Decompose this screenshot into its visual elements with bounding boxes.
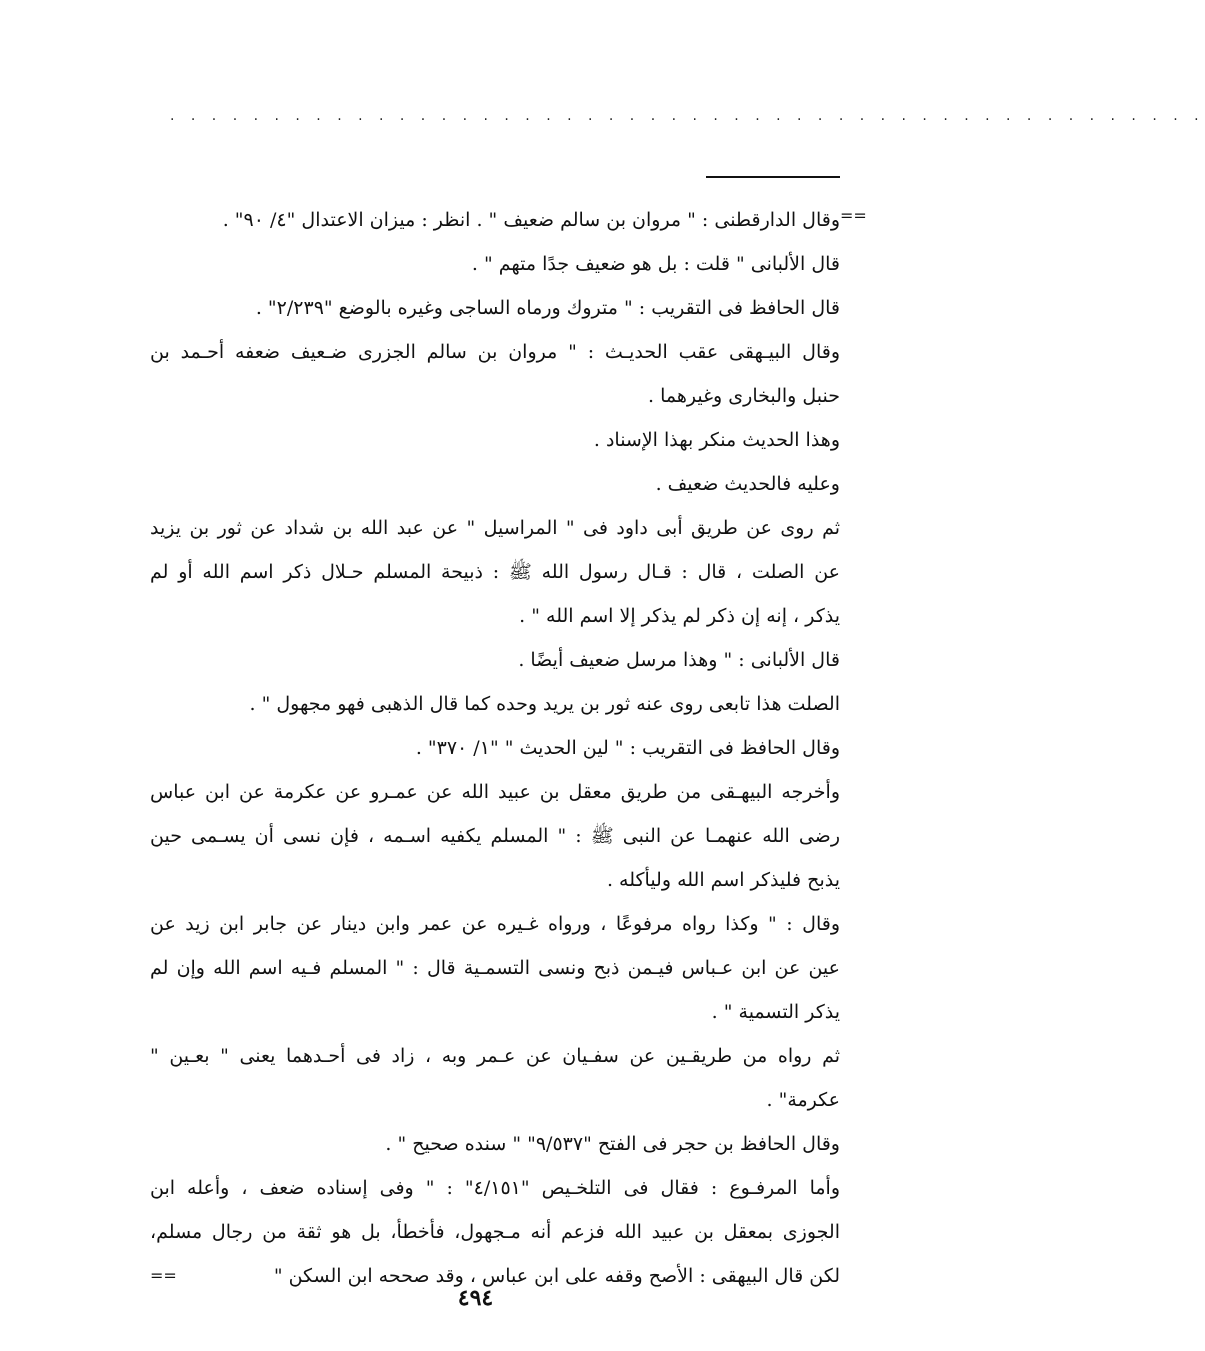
text-line: وأما المرفـوع : فقال فى التلخـيص "٤/١٥١" : " وفى إسناده ضعف ، وأعله ابن: [150, 1177, 841, 1199]
footnote-rule: [706, 176, 840, 178]
text-line: وقال الحافظ بن حجر فى الفتح "٩/٥٣٧" " سنده صحيح " .: [385, 1133, 840, 1155]
text-line: حنبل والبخارى وغيرهما .: [648, 385, 840, 407]
text-line: وهذا الحديث منكر بهذا الإسناد .: [593, 429, 840, 451]
text-line: عين عن ابن عـباس فيـمن ذبح ونسى التسمـية قال : " المسلم فـيه اسم الله وإن لم: [150, 957, 840, 979]
text-line: قال الحافظ فى التقريب : " متروك ورماه الساجى وغيره بالوضع "٢/٢٣٩" .: [255, 297, 840, 319]
text-line: وأخرجه البيهـقى من طريق معقل بن عبيد الله عن عمـرو عن عكرمة عن ابن عباس: [150, 781, 840, 803]
dotted-separator: . . . . . . . . . . . . . . . . . . . . . . . . . . . . . . . . . . . . . . . . . . . . . . . . . .: [170, 108, 1205, 124]
footnote-body: [150, 198, 840, 1298]
text-line: وعليه فالحديث ضعيف .: [655, 473, 840, 495]
text-line: يذبح فليذكر اسم الله وليأكله .: [606, 869, 840, 891]
text-line: قال الألبانى " قلت : بل هو ضعيف جدًا متهم " .: [471, 253, 840, 275]
continuation-marker-end: ==: [150, 1266, 177, 1285]
page-number: ٤٩٤: [457, 1285, 494, 1311]
text-line-last-content: لكن قال البيهقى : الأصح وقفه على ابن عباس ، وقد صححه ابن السكن ": [273, 1265, 840, 1287]
text-line: يذكر التسمية " .: [711, 1001, 840, 1023]
text-line: رضى الله عنهمـا عن النبى ﷺ : " المسلم يكفيه اسـمه ، فإن نسى أن يسـمى حين: [150, 825, 840, 847]
text-line: يذكر ، إنه إن ذكر لم يذكر إلا اسم الله " .: [519, 605, 840, 627]
text-line: وقال الحافظ فى التقريب : " لين الحديث " "١/ ٣٧٠" .: [415, 737, 840, 759]
text-line: وقال الدارقطنى : " مروان بن سالم ضعيف " . انظر : ميزان الاعتدال "٤/ ٩٠" .: [222, 209, 840, 231]
text-line: ثم رواه من طريقـين عن سفـيان عن عـمر وبه ، زاد فى أحـدهما يعنى " بعـين ": [150, 1045, 840, 1067]
text-line: وقال البيـهقى عقب الحديـث : " مروان بن سالم الجزرى ضـعيف ضعفه أحـمد بن: [150, 341, 840, 363]
text-line: ثم روى عن طريق أبى داود فى " المراسيل " عن عبد الله بن شداد عن ثور بن يزيد: [150, 517, 840, 539]
text-line: عكرمة" .: [766, 1089, 840, 1111]
continuation-marker-start: ==: [840, 206, 867, 225]
text-line: الصلت هذا تابعى روى عنه ثور بن يريد وحده كما قال الذهبى فهو مجهول " .: [249, 693, 840, 715]
text-line: قال الألبانى : " وهذا مرسل ضعيف أيضًا .: [518, 649, 840, 671]
text-line: وقال : " وكذا رواه مرفوعًا ، ورواه غـيره عن عمر وابن دينار عن جابر ابن زيد عن: [150, 913, 840, 935]
text-line: عن الصلت ، قال : قـال رسول الله ﷺ : ذبيحة المسلم حـلال ذكر اسم الله أو لم: [150, 561, 840, 583]
text-line: الجوزى بمعقل بن عبيد الله فزعم أنه مـجهول، فأخطأ، بل هو ثقة من رجال مسلم،: [150, 1221, 840, 1243]
